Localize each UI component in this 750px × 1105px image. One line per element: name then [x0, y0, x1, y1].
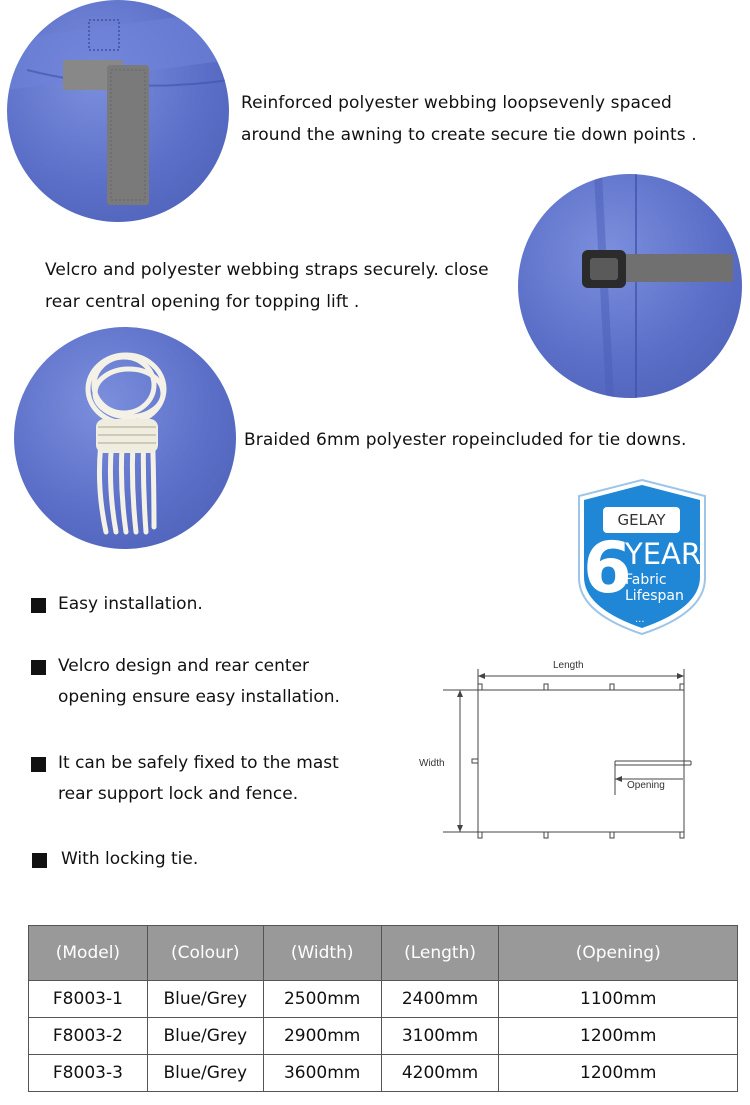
table-row	[29, 981, 738, 1018]
badge-line1: Fabric	[625, 572, 667, 588]
bullet-2-line1: Velcro design and rear center	[58, 656, 310, 676]
bullet-locking-tie	[61, 844, 198, 875]
rope-illustration	[14, 327, 236, 549]
cell-length: 2400mm	[381, 981, 499, 1018]
table-header-row	[29, 926, 738, 981]
bullet-1-line1: Easy installation.	[58, 594, 203, 614]
bullet-velcro-design	[58, 651, 340, 713]
spec-table	[28, 925, 738, 1092]
badge-number: 6	[583, 527, 632, 609]
badge-brand: GELAY	[603, 507, 680, 533]
diagram-length-label: Length	[553, 660, 584, 671]
cell-width: 2500mm	[263, 981, 381, 1018]
buckle-strap-illustration	[518, 174, 742, 398]
feature-velcro-straps	[45, 254, 489, 318]
header-opening: (Opening)	[499, 926, 738, 981]
header-model: (Model)	[29, 926, 148, 981]
webbing-loop-illustration	[7, 0, 229, 222]
badge-line2: Lifespan	[625, 588, 684, 604]
cell-colour: Blue/Grey	[147, 981, 263, 1018]
cell-model: F8003-1	[29, 981, 148, 1018]
cell-model: F8003-2	[29, 1018, 148, 1055]
cell-width: 3600mm	[263, 1055, 381, 1092]
feature-velcro-line2: rear central opening for topping lift .	[45, 292, 360, 312]
cell-colour: Blue/Grey	[147, 1055, 263, 1092]
cell-opening: 1100mm	[499, 981, 738, 1018]
cell-width: 2900mm	[263, 1018, 381, 1055]
bullet-mast-fix	[58, 748, 339, 810]
badge-unit: YEAR	[625, 537, 702, 571]
buckle-strap-photo	[518, 174, 742, 398]
fabric-lifespan-badge	[577, 478, 707, 636]
diagram-width-label: Width	[419, 758, 445, 769]
header-colour: (Colour)	[147, 926, 263, 981]
cell-model: F8003-3	[29, 1055, 148, 1092]
feature-webbing-loops	[241, 87, 697, 151]
cell-opening: 1200mm	[499, 1055, 738, 1092]
bullet-marker	[31, 660, 46, 675]
feature-braided-rope	[244, 424, 687, 456]
webbing-loop-photo	[7, 0, 229, 222]
feature-webbing-line2: around the awning to create secure tie down points .	[241, 125, 697, 145]
bullet-marker	[31, 757, 46, 772]
table-row	[29, 1055, 738, 1092]
feature-velcro-line1: Velcro and polyester webbing straps securely. close	[45, 260, 489, 280]
feature-webbing-line1: Reinforced polyester webbing loopsevenly spaced	[241, 93, 672, 113]
rope-photo	[14, 327, 236, 549]
badge-dots: ...	[635, 614, 645, 625]
dimension-diagram	[415, 655, 705, 845]
cell-length: 3100mm	[381, 1018, 499, 1055]
bullet-4-line1: With locking tie.	[61, 849, 199, 869]
cell-colour: Blue/Grey	[147, 1018, 263, 1055]
cell-opening: 1200mm	[499, 1018, 738, 1055]
bullet-marker	[32, 853, 47, 868]
cell-length: 4200mm	[381, 1055, 499, 1092]
table-row	[29, 1018, 738, 1055]
diagram-opening-label: Opening	[627, 780, 665, 791]
bullet-3-line1: It can be safely fixed to the mast	[58, 753, 339, 773]
header-length: (Length)	[381, 926, 499, 981]
bullet-3-line2: rear support lock and fence.	[58, 784, 299, 804]
bullet-easy-install	[58, 589, 203, 620]
bullet-marker	[31, 598, 46, 613]
feature-rope-line1: Braided 6mm polyester ropeincluded for tie downs.	[244, 430, 687, 450]
bullet-2-line2: opening ensure easy installation.	[58, 687, 340, 707]
header-width: (Width)	[263, 926, 381, 981]
